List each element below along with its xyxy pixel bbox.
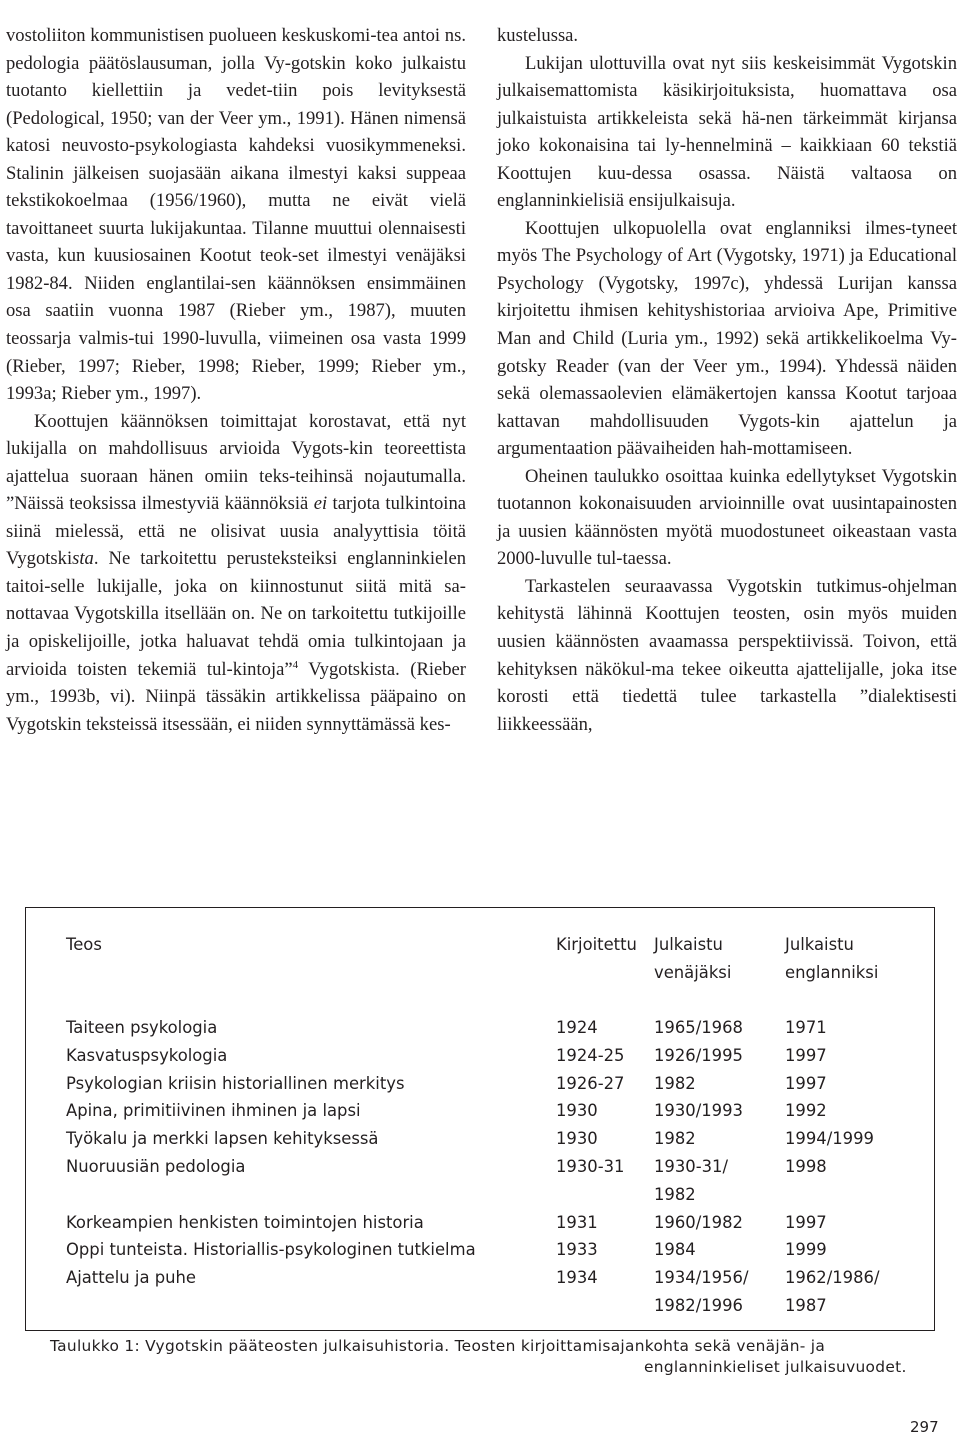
header-english: Julkaistu (785, 935, 854, 954)
cell-english: 1962/1986/ (785, 1268, 880, 1288)
works-table (25, 907, 935, 1331)
cell-work: Korkeampien henkisten toimintojen historia (66, 1212, 424, 1232)
cell-english: 1999 (785, 1240, 827, 1260)
cell-work: Apina, primitiivinen ihminen ja lapsi (66, 1101, 361, 1121)
cell-english: 1998 (785, 1157, 827, 1176)
paragraph: Koottujen ulkopuolella ovat englanniksi ilmes-tyneet myös The Psychology of Art (Vygotsky, 1971) ja Educational Psychology (Vygotsky, 1997c), yhdessä Lurijan kanssa kirjoitettu ihmisen kehityshistoriaa arvioiva Ape, Primitive Man and Child (Luria ym., 1992) sekä artikkelikoelma Vy-gotsky Reader (van der Veer ym., 1994). Yhdessä näiden sekä olemassaolevien elämäkertojen kanssa Kootut tarjoaa kattavan mahdollisuuden Vygots-kin ajattelun ja argumentaation päävaiheiden hah-mottamiseen. (497, 217, 957, 460)
table-caption (50, 1336, 946, 1377)
caption-line-2: englanninkieliset julkaisuvuodet. (644, 1357, 907, 1376)
paragraph: kustelussa. (497, 25, 579, 46)
header-russian: Julkaistu (654, 935, 723, 954)
cell-english: 1997 (785, 1073, 827, 1093)
cell-written: 1931 (556, 1212, 598, 1232)
cell-work: Psykologian kriisin historiallinen merkitys (66, 1073, 405, 1093)
cell-russian: 1965/1968 (654, 1018, 743, 1037)
cell-work: Nuoruusiän pedologia (66, 1157, 246, 1176)
cell-written: 1930 (556, 1101, 598, 1121)
cell-work: Ajattelu ja puhe (66, 1268, 196, 1288)
cell-work: Työkalu ja merkki lapsen kehityksessä (66, 1129, 379, 1149)
paragraph: Oheinen taulukko osoittaa kuinka edellytykset Vygotskin tuotannon kokonaisuuden arvioinnille ovat uusintapainosten ja uusien käännösten myötä muodostuneet oikeastaan vasta 2000-luvulle tul-taessa. (497, 465, 957, 570)
cell-russian: 1982 (654, 1129, 696, 1149)
header-english-line2: englanniksi (785, 963, 879, 982)
header-work: Teos (66, 935, 102, 954)
paragraph: Tarkastelen seuraavassa Vygotskin tutkimus-ohjelman kehitystä lähinnä Koottujen teosten, osin myös muiden uusien käännösten avaamassa perspektiivissä. Toivon, että kehityksen näkökul-ma tekee oikeutta ajattelijalle, joka itse korosti että tiedettä tulee tarkastella ”dialektisesti liikkeessään, (497, 575, 957, 735)
cell-written: 1930-31 (556, 1157, 625, 1176)
cell-work: Taiteen psykologia (66, 1018, 218, 1037)
cell-work: Kasvatuspsykologia (66, 1045, 228, 1065)
cell-written: 1924-25 (556, 1045, 625, 1065)
right-text-column (497, 22, 957, 738)
cell-english: 1994/1999 (785, 1129, 874, 1149)
cell-english: 1997 (785, 1212, 827, 1232)
cell-russian: 1960/1982 (654, 1212, 743, 1232)
cell-english: 1971 (785, 1018, 827, 1037)
cell-russian: 1930/1993 (654, 1101, 743, 1121)
cell-english: 1997 (785, 1045, 827, 1065)
header-russian-line2: venäjäksi (654, 963, 732, 982)
cell-russian: 1982 (654, 1073, 696, 1093)
footnote-marker[interactable]: 4 (292, 658, 299, 671)
cell-written: 1930 (556, 1129, 598, 1149)
left-text-column (6, 22, 466, 738)
header-written: Kirjoitettu (556, 935, 637, 954)
cell-russian: 1930-31/ (654, 1157, 729, 1176)
cell-work: Oppi tunteista. Historiallis-psykologinen tutkielma (66, 1240, 476, 1260)
cell-russian-cont: 1982/1996 (654, 1296, 743, 1315)
caption-line-1: Taulukko 1: Vygotskin pääteosten julkaisuhistoria. Teosten kirjoittamisajankohta sekä venäjän- ja (50, 1337, 826, 1355)
paragraph-with-quote: Koottujen käännöksen toimittajat korostavat, että nyt lukijalla on mahdollisuus arvioida Vygots-kin teoreettista ajattelua suoraan hänen omiin teks-teihinsä nojautumalla. ”Näissä teoksissa ilmestyviä käännöksiä ei tarjota tulkintoina siinä mielessä, että ne olisivat uusia analyyttisia töitä Vygotskista. Ne tarkoitettu perusteksteiksi englanninkielen taitoi-selle lukijalle, joka on kiinnostunut siitä mitä sa-nottavaa Vygotskilla itsellään on. Ne on tarkoitettu tutkijoille ja opiskelijoille, jotka haluavat tehdä omia tulkintojaan ja arvioida toisten tekemiä tul-kintoja”$^4$ Vygotskista. (Rieber ym., 1993b, vi). Niinpä tässäkin artikkelissa pääpaino on Vygotskin teksteissä itsessään, ei niiden synnyttämässä kes- (6, 410, 467, 735)
cell-russian: 1926/1995 (654, 1045, 743, 1065)
paragraph: vostoliiton kommunistisen puolueen keskuskomi-tea antoi ns. pedologia päätöslausuman, jolla Vy-gotskin koko julkaistu tuotanto kiellettiin ja vedet-tiin pois levityksestä (Pedological, 1950; van der Veer ym., 1991). Hänen nimensä katosi neuvosto-psykologiasta kahdeksi vuosikymmeneksi. Stalinin jälkeisen suojasään aikana ilmestyi kaksi suppeaa tekstikokoelmaa (1956/1960), mutta ne eivät vielä tavoittaneet suurta lukijakuntaa. Tilanne muuttui olennaisesti vasta, kun kuusiosainen Kootut teok-set ilmestyi venäjäksi 1982-84. Niiden englantilai-sen käännöksen ensimmäinen osa saatiin vuonna 1987 (Rieber ym., 1987), muuten teossarja valmis-tui 1990-luvulla, viimeinen osa vasta 1999 (Rieber, 1997; Rieber, 1998; Rieber, 1999; Rieber ym., 1993a; Rieber ym., 1997). (6, 25, 466, 405)
page-number: 297 (910, 1418, 939, 1436)
cell-russian-cont: 1982 (654, 1184, 696, 1204)
cell-written: 1933 (556, 1240, 598, 1260)
cell-english-cont: 1987 (785, 1296, 827, 1315)
cell-written: 1926-27 (556, 1073, 625, 1093)
cell-russian: 1934/1956/ (654, 1268, 749, 1288)
cell-english: 1992 (785, 1101, 827, 1121)
paragraph: Lukijan ulottuvilla ovat nyt siis keskeisimmät Vygotskin julkaisemattomista käsikirjoituksista, huomattava osa julkaistuista artikkeleista sekä hä-nen tärkeimmät kirjansa joko kokonaisina tai ly-hennelminä – kaikkiaan 60 tekstiä Koottujen kuu-dessa osassa. Näistä valtaosa on englanninkielisiä ensijulkaisuja. (497, 52, 957, 212)
cell-russian: 1984 (654, 1240, 696, 1260)
cell-written: 1934 (556, 1268, 598, 1288)
cell-written: 1924 (556, 1018, 598, 1037)
